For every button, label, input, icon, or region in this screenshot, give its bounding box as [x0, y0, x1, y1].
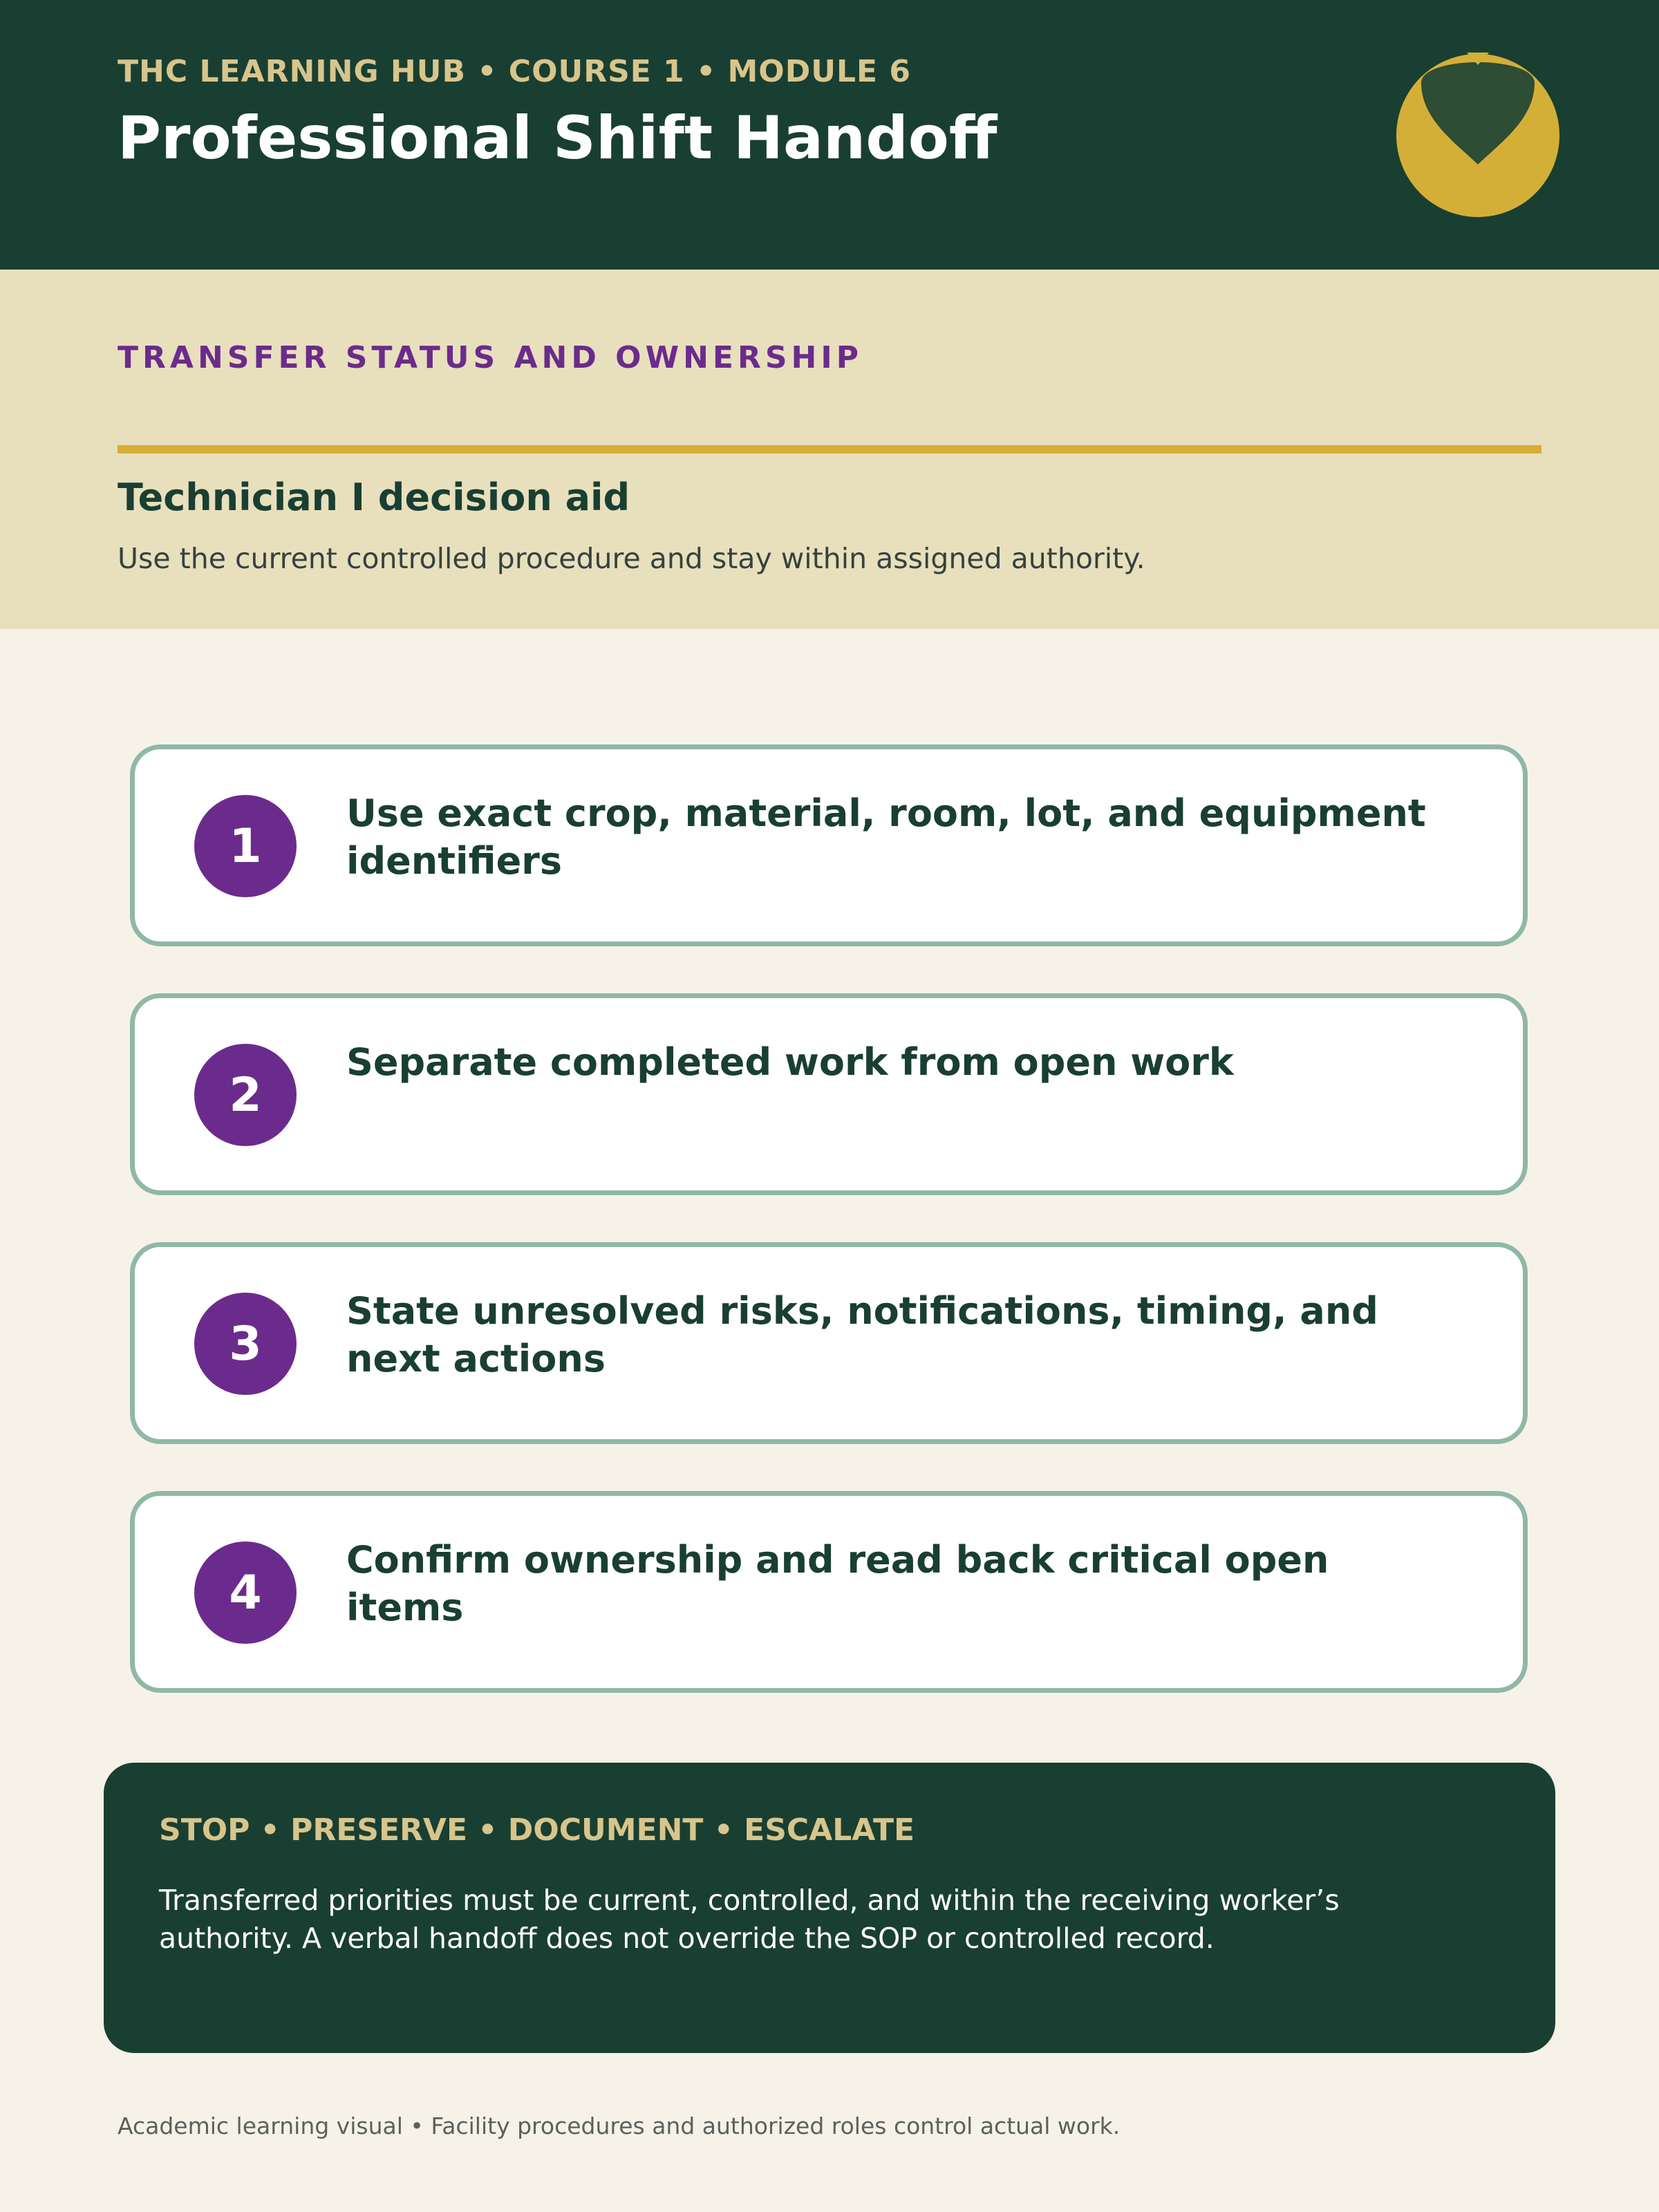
callout-title: STOP • PRESERVE • DOCUMENT • ESCALATE: [159, 1812, 915, 1848]
page-header: [0, 0, 1659, 270]
step-number-badge: 4: [194, 1541, 297, 1644]
step-text: Use exact crop, material, room, lot, and equipment identifiers: [346, 791, 1426, 883]
step-text: Confirm ownership and read back critical open items: [346, 1538, 1329, 1629]
step-card-4: [130, 1491, 1528, 1693]
footer-note: Academic learning visual • Facility procedures and authorized roles control actual work.: [118, 2112, 1121, 2139]
step-number-badge: 2: [194, 1044, 297, 1146]
escalation-callout: [104, 1763, 1555, 2053]
step-text: State unresolved risks, notifications, timing, and next actions: [346, 1289, 1378, 1380]
divider: [118, 445, 1541, 453]
step-number-badge: 1: [194, 795, 297, 897]
step-number-badge: 3: [194, 1293, 297, 1395]
step-card-1: [130, 744, 1528, 946]
step-text: Separate completed work from open work: [346, 1040, 1234, 1084]
callout-body: Transferred priorities must be current, controlled, and within the receiving worker’s authority. A verbal handoff does not override the SOP or controlled record.: [159, 1884, 1340, 1955]
step-card-2: [130, 993, 1528, 1195]
context-band: [0, 270, 1659, 629]
decision-aid-subtitle: Use the current controlled procedure and stay within assigned authority.: [118, 542, 1145, 575]
decision-aid-title: Technician I decision aid: [118, 476, 630, 519]
section-label: TRANSFER STATUS AND OWNERSHIP: [118, 340, 863, 375]
step-card-3: [130, 1242, 1528, 1444]
leaf-crescent-logo-icon: [1395, 53, 1561, 218]
course-breadcrumb: THC LEARNING HUB • COURSE 1 • MODULE 6: [118, 54, 911, 89]
page-title: Professional Shift Handoff: [118, 104, 997, 173]
